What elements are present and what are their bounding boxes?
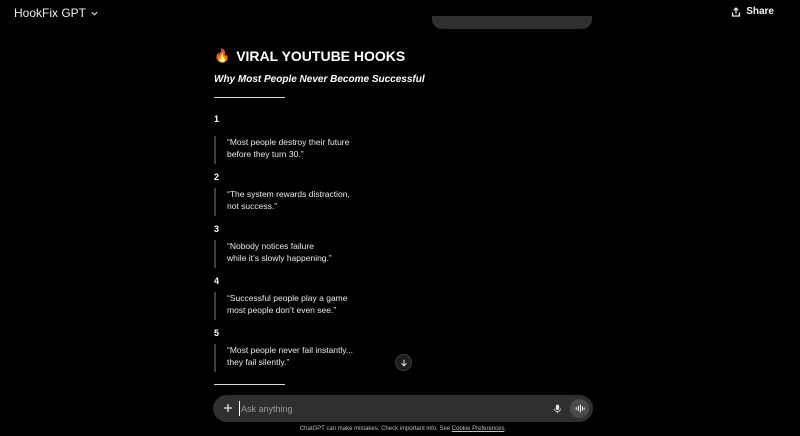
hook-line: before they turn 30.” (227, 149, 304, 159)
model-name: HookFix GPT (14, 6, 87, 20)
model-selector[interactable] (14, 6, 99, 20)
add-attachment-button[interactable] (221, 401, 235, 415)
message-heading (214, 48, 405, 64)
prompt-input[interactable] (239, 401, 539, 416)
hook-line: “Successful people play a game (227, 293, 348, 303)
chevron-down-icon (90, 9, 99, 18)
hook-number: 2 (214, 172, 220, 182)
hook-quote (214, 136, 414, 164)
share-icon (731, 7, 741, 17)
waveform-icon (575, 404, 585, 413)
disclaimer-end: . (504, 426, 507, 432)
divider (214, 384, 285, 385)
hook-quote (214, 240, 414, 268)
hook-quote (214, 344, 414, 372)
share-button[interactable] (731, 6, 774, 17)
dictate-button[interactable] (551, 402, 564, 415)
previous-user-message (432, 16, 592, 29)
hook-number: 5 (214, 328, 220, 338)
hook-line: “Most people never fail instantly... (227, 345, 353, 355)
fire-icon: 🔥 (214, 48, 231, 63)
scroll-to-bottom-button[interactable] (395, 354, 412, 371)
disclaimer (0, 426, 800, 432)
hook-line: not success.” (227, 201, 278, 211)
hook-line: they fail silently.” (227, 357, 290, 367)
microphone-icon (553, 404, 562, 414)
composer (213, 395, 593, 422)
hook-number: 4 (214, 276, 220, 286)
hook-line: “Most people destroy their future (227, 137, 350, 147)
share-label: Share (746, 6, 774, 17)
hook-number: 3 (214, 224, 220, 234)
plus-icon (223, 403, 233, 413)
arrow-down-icon (400, 359, 408, 367)
message-subtitle: Why Most People Never Become Successful (214, 74, 425, 85)
hook-quote (214, 188, 414, 216)
hook-quote (214, 292, 414, 320)
cookie-preferences-link[interactable]: Cookie Preferences (451, 426, 505, 432)
heading-text: VIRAL YOUTUBE HOOKS (236, 48, 406, 64)
hook-line: most people don’t even see.” (227, 305, 337, 315)
disclaimer-text: ChatGPT can make mistakes. Check important info. See (299, 426, 452, 432)
hook-number: 1 (214, 114, 220, 124)
hook-line: “Nobody notices failure (227, 241, 314, 251)
top-bar (0, 0, 800, 26)
voice-mode-button[interactable] (570, 399, 589, 418)
hook-line: while it’s slowly happening.” (227, 253, 332, 263)
divider (214, 97, 285, 98)
hook-line: “The system rewards distraction, (227, 189, 350, 199)
